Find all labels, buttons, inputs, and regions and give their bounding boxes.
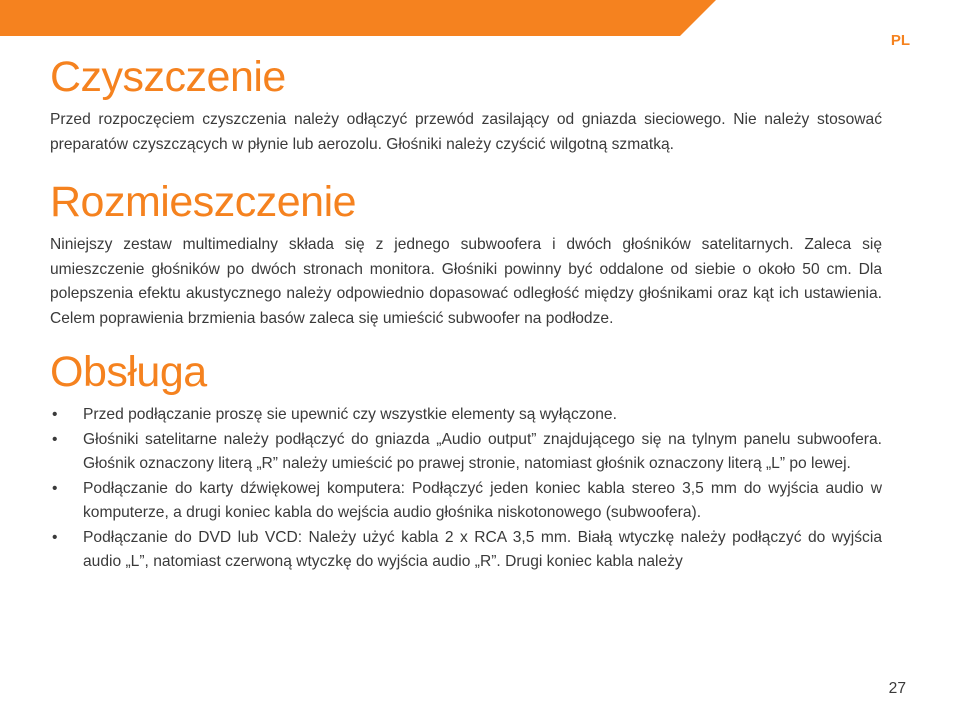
list-item-text: Przed podłączanie proszę sie upewnić czy wszystkie elementy są wyłączone. <box>83 406 617 423</box>
list-item <box>50 477 882 526</box>
language-code: PL <box>890 32 910 49</box>
operation-list <box>50 403 882 575</box>
list-item <box>50 403 882 428</box>
header-orange-band <box>0 0 954 36</box>
bullet-icon: • <box>52 479 58 497</box>
list-item-text: Głośniki satelitarne należy podłączyć do gniazda „Audio output” znajdującego się na tylnym panelu subwoofera. Głośnik oznaczony literą „R” należy umieścić po prawej stronie, natomiast głośnik oznaczony literą „L” po lewej. <box>83 430 882 472</box>
bullet-icon: • <box>52 528 58 546</box>
list-item-text: Podłączanie do karty dźwiękowej komputera: Podłączyć jeden koniec kabla stereo 3,5 mm do wyjścia audio w komputerze, a drugi koniec kabla do wejścia audio głośnika niskotonowego (subwoofera). <box>83 479 882 521</box>
list-item <box>50 428 882 477</box>
spacer <box>50 331 882 347</box>
section-cleaning <box>50 52 882 157</box>
cleaning-heading: Czyszczenie <box>50 53 286 101</box>
spacer <box>50 157 882 177</box>
cleaning-paragraph: Przed rozpoczęciem czyszczenia należy odłączyć przewód zasilający od gniazda sieciowego. Nie należy stosować preparatów czyszczących w płynie lub aerozolu. Głośniki należy czyścić wilgotną szmatką. <box>50 111 882 153</box>
list-item-text: Podłączanie do DVD lub VCD: Należy użyć kabla 2 x RCA 3,5 mm. Białą wtyczkę należy podłączyć do wyjścia audio „L”, natomiast czerwoną wtyczkę do wyjścia audio „R”. Drugi koniec kabla należy <box>83 528 882 570</box>
placement-heading: Rozmieszczenie <box>50 178 357 226</box>
operation-heading: Obsługa <box>50 348 207 396</box>
section-placement <box>50 177 882 331</box>
list-item <box>50 526 882 575</box>
document-content <box>50 52 882 575</box>
header-band-shape <box>0 0 716 36</box>
bullet-icon: • <box>52 430 58 448</box>
section-operation <box>50 347 882 575</box>
bullet-icon: • <box>52 406 58 423</box>
page-number: 27 <box>888 680 906 697</box>
placement-paragraph: Niniejszy zestaw multimedialny składa się z jednego subwoofera i dwóch głośników satelitarnych. Zaleca się umieszczenie głośników po dwóch stronach monitora. Głośniki powinny być oddalone od siebie o około 50 cm. Dla polepszenia efektu akustycznego należy odpowiednio dopasować odległość między głośnikami oraz kąt ich ustawienia. Celem poprawienia brzmienia basów zaleca się umieścić subwoofer na podłodze. <box>50 236 882 327</box>
